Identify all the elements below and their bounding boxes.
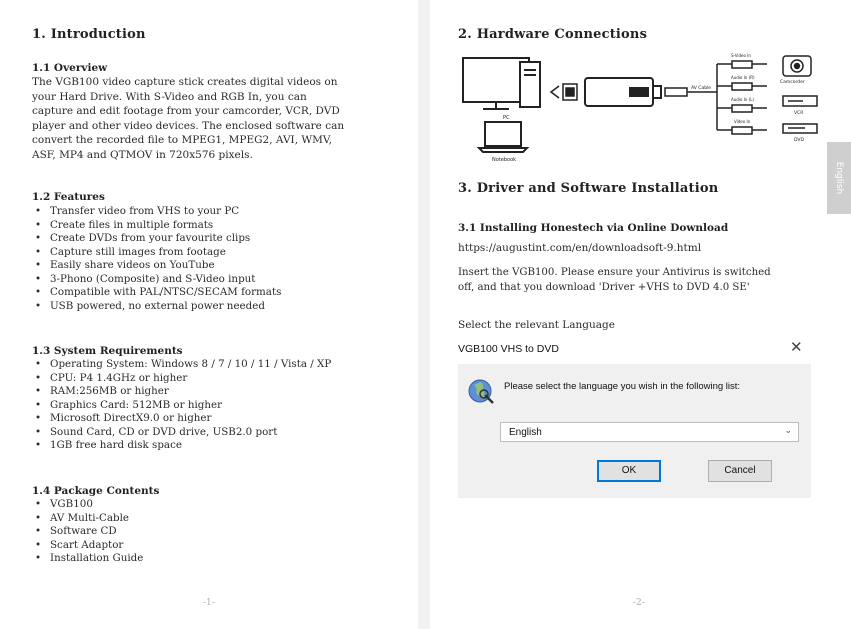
select-language-text: Select the relevant Language <box>458 319 615 331</box>
overview-line: The VGB100 video capture stick creates digital videos on <box>32 76 338 88</box>
hardware-connection-diagram <box>455 48 827 170</box>
camcorder-label: Camcorder <box>780 80 805 85</box>
list-item: • Installation Guide <box>32 552 143 566</box>
list-item: • 1GB free hard disk space <box>32 439 331 453</box>
globe-icon <box>466 376 496 406</box>
language-select[interactable] <box>500 422 799 442</box>
features-list <box>32 205 281 313</box>
list-item: • Easily share videos on YouTube <box>32 259 281 273</box>
vcr-label: VCR <box>794 111 804 116</box>
dvd-label: DVD <box>794 138 804 143</box>
list-item: • Transfer video from VHS to your PC <box>32 205 281 219</box>
vcr-icon <box>783 96 817 106</box>
chevron-down-icon: ⌄ <box>784 426 792 436</box>
capture-stick-icon <box>585 78 661 106</box>
overview-line: player and other video devices. The enclosed software can <box>32 119 345 132</box>
list-item: • CPU: P4 1.4GHz or higher <box>32 372 331 386</box>
requirements-heading: 1.3 System Requirements <box>32 345 183 357</box>
list-item: • Microsoft DirectX9.0 or higher <box>32 412 331 426</box>
page-number: -2- <box>633 598 645 608</box>
insert-paragraph <box>458 266 771 295</box>
video-in-label: Video In <box>734 119 751 124</box>
intro-heading: 1. Introduction <box>32 27 146 42</box>
package-heading: 1.4 Package Contents <box>32 485 160 497</box>
overview-line: your Hard Drive. With S-Video and RGB In, you can <box>32 90 307 103</box>
list-item: • Software CD <box>32 525 143 539</box>
install-url: https://augustint.com/en/downloadsoft-9.html <box>458 242 702 254</box>
list-item: • RAM:256MB or higher <box>32 385 331 399</box>
insert-line: Insert the VGB100. Please ensure your Antivirus is switched <box>458 267 771 278</box>
list-item: • Graphics Card: 512MB or higher <box>32 399 331 413</box>
laptop-icon <box>479 122 527 152</box>
list-item: • VGB100 <box>32 498 143 512</box>
list-item: • 3-Phono (Composite) and S-Video input <box>32 273 281 287</box>
cable-branches <box>717 64 732 130</box>
list-item: • Create files in multiple formats <box>32 219 281 233</box>
package-list <box>32 498 143 566</box>
av-cable-label: AV Cable <box>691 86 712 91</box>
dvd-player-icon <box>783 124 817 133</box>
s-video-in-label: S-Video In <box>731 53 751 58</box>
insert-line: off, and that you download 'Driver +VHS to DVD 4.0 SE' <box>458 281 750 293</box>
pc-tower-icon <box>520 62 540 107</box>
list-item: • Compatible with PAL/NTSC/SECAM formats <box>32 286 281 300</box>
overview-line: ASF, MP4 and QTMOV in 720x576 pixels. <box>32 148 253 161</box>
notebook-label: Notebook <box>492 157 517 163</box>
list-item: • AV Multi-Cable <box>32 512 143 526</box>
overview-line: convert the recorded file to MPEG1, MPEG2, AVI, WMV, <box>32 134 333 147</box>
list-item: • Scart Adaptor <box>32 539 143 553</box>
usb-plug-icon <box>551 84 577 100</box>
cancel-button[interactable]: Cancel <box>708 460 772 482</box>
ok-button[interactable]: OK <box>597 460 661 482</box>
list-item: • Sound Card, CD or DVD drive, USB2.0 port <box>32 426 331 440</box>
language-side-tab <box>827 142 851 214</box>
overview-heading: 1.1 Overview <box>32 62 108 74</box>
language-select-value: English <box>509 427 542 438</box>
left-page <box>0 0 418 629</box>
side-tab-label: English <box>834 161 844 195</box>
page-number: -1- <box>203 598 215 608</box>
pc-label: PC <box>503 115 510 121</box>
install-heading: 3.1 Installing Honestech via Online Download <box>458 222 729 234</box>
dialog-message: Please select the language you wish in the following list: <box>504 381 741 392</box>
page-gutter <box>418 0 430 629</box>
list-item: • Operating System: Windows 8 / 7 / 10 / 11 / Vista / XP <box>32 358 331 372</box>
language-dialog <box>458 364 811 498</box>
list-item: • Create DVDs from your favourite clips <box>32 232 281 246</box>
close-icon[interactable]: ✕ <box>790 338 803 356</box>
camcorder-icon <box>783 56 811 76</box>
list-item: • Capture still images from footage <box>32 246 281 260</box>
audio-in-r-label: Audio In (R) <box>731 75 755 80</box>
list-item: • USB powered, no external power needed <box>32 300 281 314</box>
dialog-title: VGB100 VHS to DVD <box>458 343 559 355</box>
overview-paragraph <box>32 75 344 163</box>
features-heading: 1.2 Features <box>32 191 105 203</box>
requirements-list <box>32 358 331 453</box>
overview-line: capture and edit footage from your camcorder, VCR, DVD <box>32 105 340 118</box>
hardware-heading: 2. Hardware Connections <box>458 27 648 42</box>
audio-in-l-label: Audio In (L) <box>731 97 754 102</box>
driver-heading: 3. Driver and Software Installation <box>458 181 719 196</box>
